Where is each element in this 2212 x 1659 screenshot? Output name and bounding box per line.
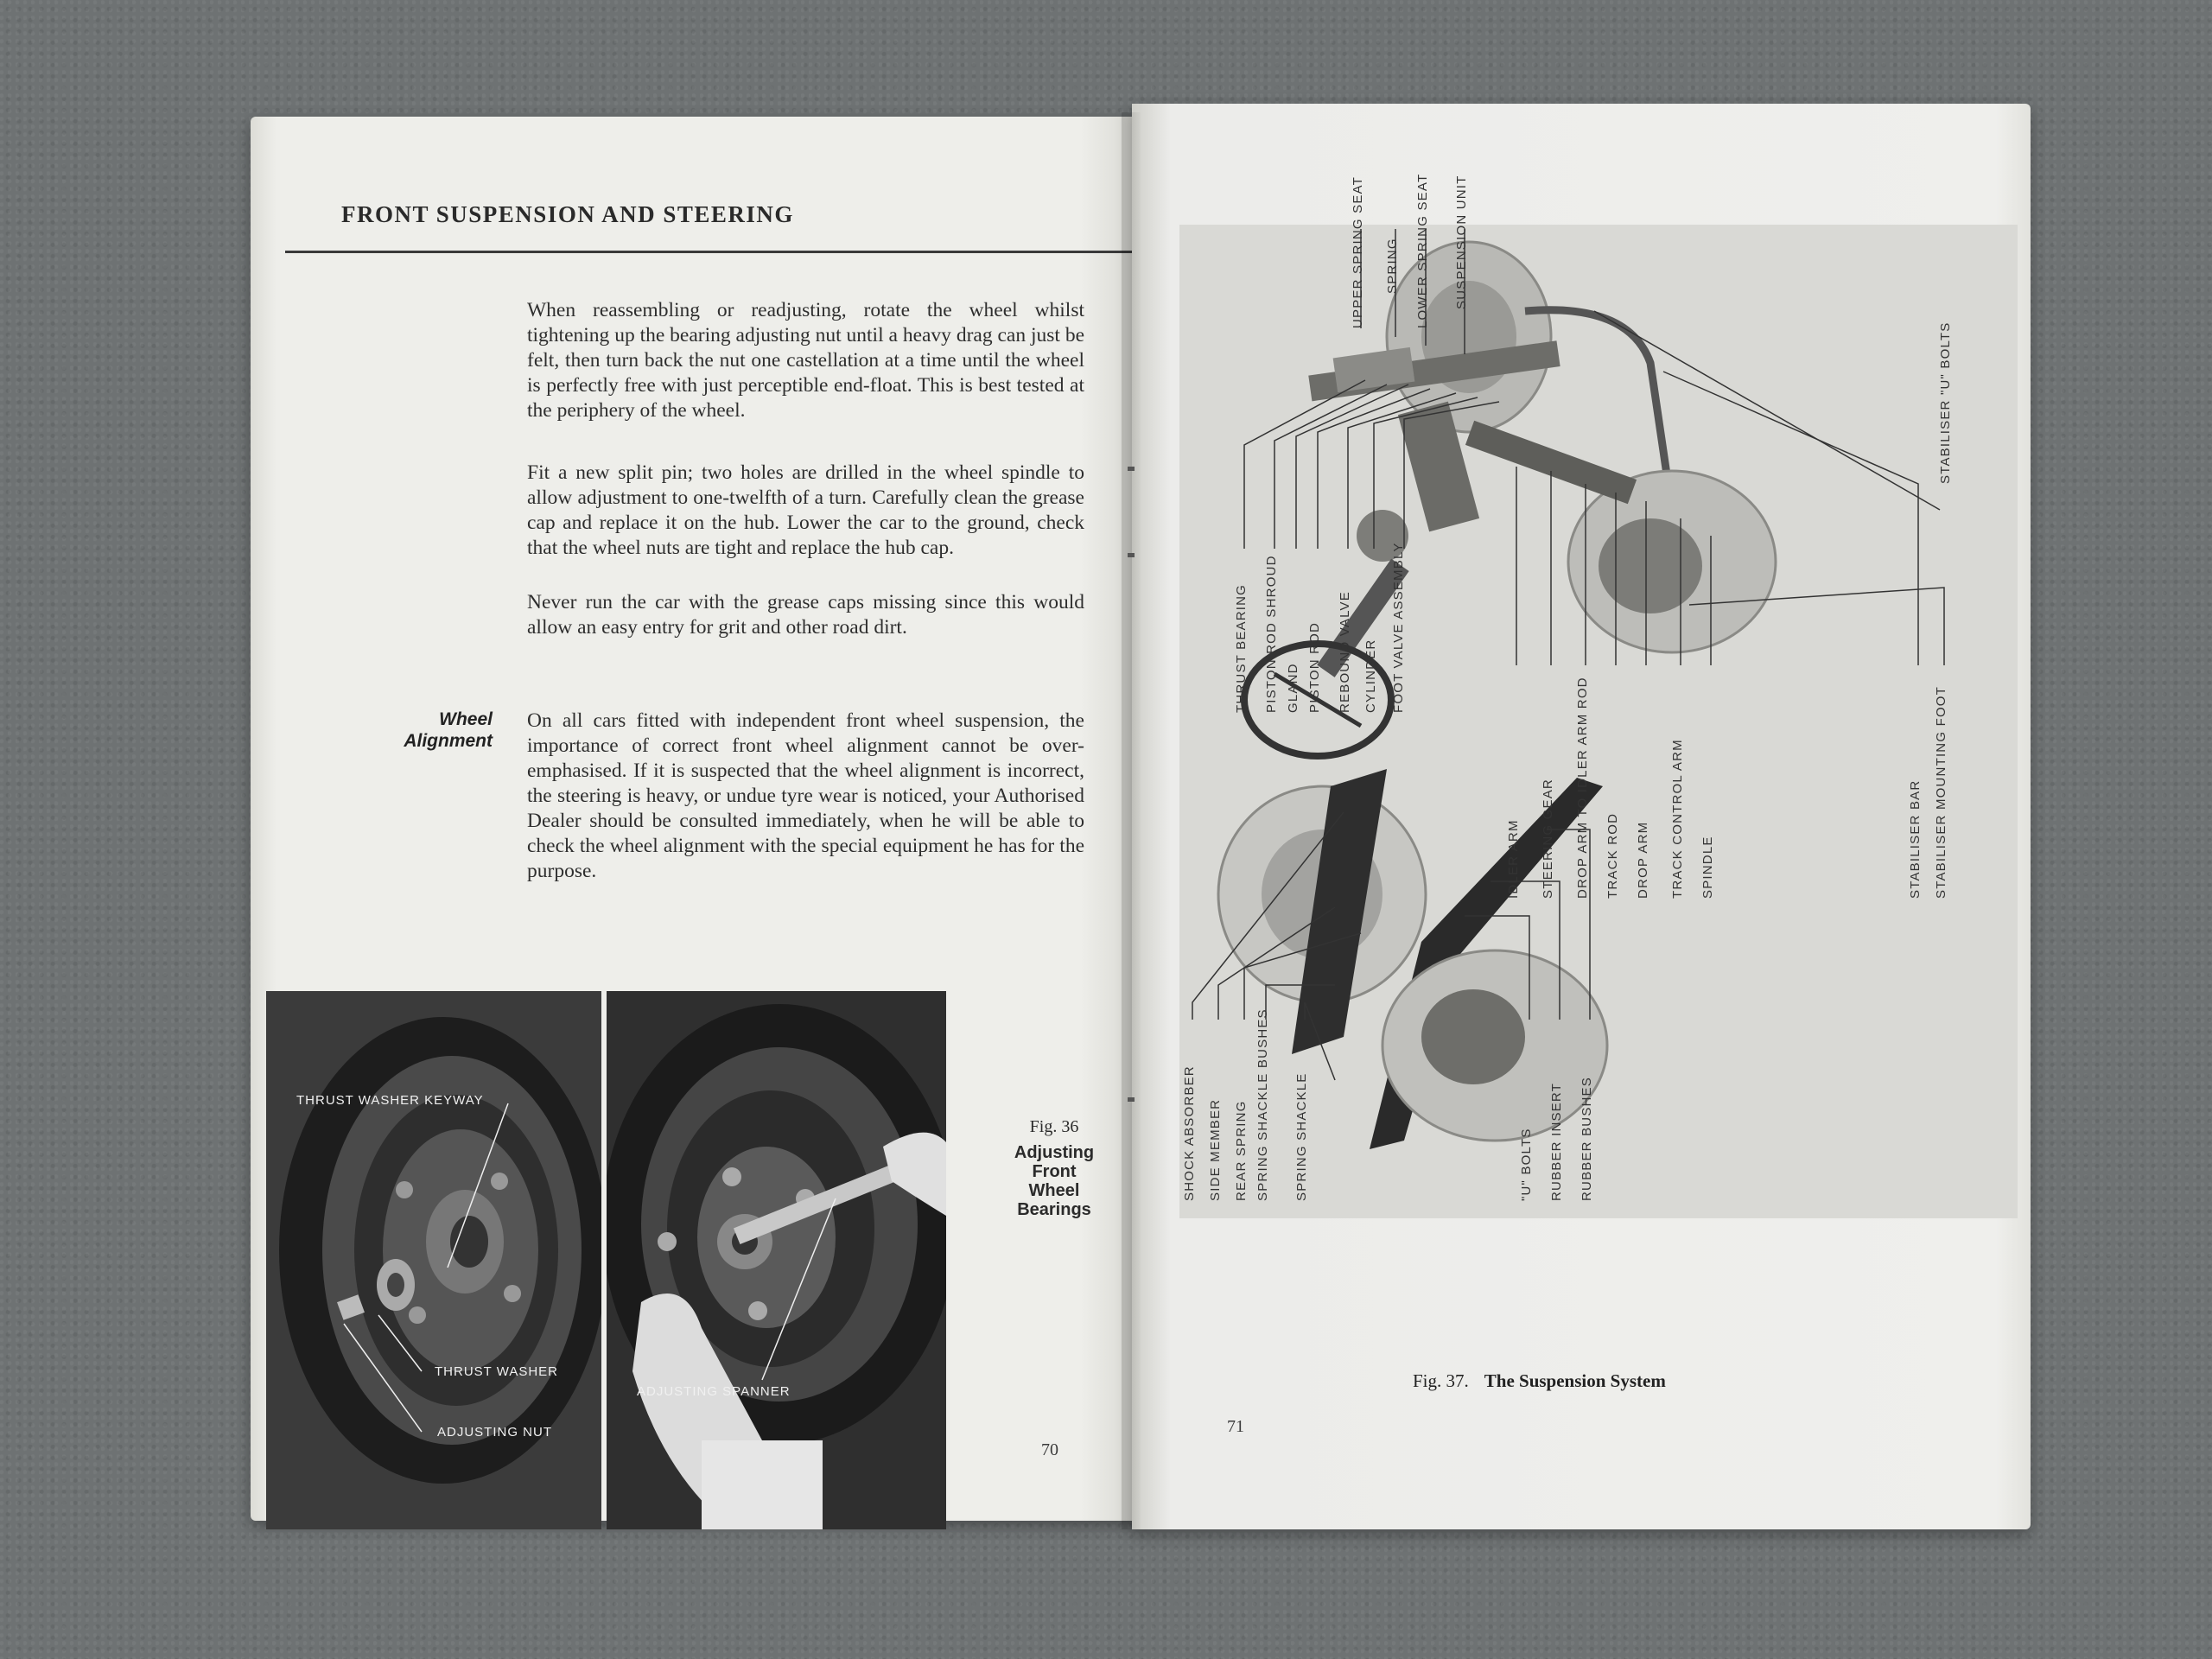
- page-number-right: 71: [1227, 1417, 1244, 1436]
- binding-staple: [1128, 467, 1135, 471]
- label-rebound-valve: REBOUND VALVE: [1338, 591, 1352, 713]
- label-adjusting-spanner: ADJUSTING SPANNER: [637, 1384, 791, 1399]
- figure-title-line: Front: [1032, 1162, 1077, 1181]
- figure-37-number: Fig. 37.: [1413, 1370, 1469, 1391]
- label-side-member: SIDE MEMBER: [1208, 1098, 1223, 1201]
- figure-36-number: Fig. 36: [1029, 1117, 1079, 1136]
- label-track-rod: TRACK ROD: [1605, 812, 1620, 899]
- head-rule: [285, 251, 1132, 253]
- label-piston-rod: PISTON ROD: [1307, 621, 1322, 713]
- label-thrust-washer: THRUST WASHER: [435, 1364, 559, 1379]
- figure-title-line: Adjusting: [1014, 1143, 1095, 1162]
- label-thrust-washer-keyway: THRUST WASHER KEYWAY: [296, 1093, 484, 1108]
- label-adjusting-nut: ADJUSTING NUT: [437, 1425, 552, 1440]
- label-suspension-unit: SUSPENSION UNIT: [1454, 175, 1469, 309]
- figure-36-title: [989, 1143, 1119, 1219]
- label-spring-shackle-bushes: SPRING SHACKLE BUSHES: [1255, 1008, 1270, 1201]
- paragraph-split-pin: Fit a new split pin; two holes are drilled in the wheel spindle to allow adjustment to one-twelfth of a turn. Carefully clean the grease cap and replace it on the hub. Lower the car to the ground, check that the wheel nuts are tight and replace the hub cap.: [527, 461, 1084, 559]
- label-thrust-bearing: THRUST BEARING: [1234, 583, 1249, 713]
- label-rubber-insert: RUBBER INSERT: [1549, 1082, 1564, 1201]
- label-idler-arm: IDLER ARM: [1506, 819, 1521, 899]
- binding-staple: [1128, 1097, 1135, 1102]
- label-stabiliser-u-bolts: STABILISER "U" BOLTS: [1938, 321, 1953, 484]
- photo-wheel-hub: [266, 991, 601, 1529]
- label-spring-shackle: SPRING SHACKLE: [1294, 1072, 1309, 1201]
- label-foot-valve-assembly: FOOT VALVE ASSEMBLY: [1391, 542, 1406, 713]
- wheel-hub-illustration: [266, 991, 601, 1529]
- label-stabiliser-bar: STABILISER BAR: [1908, 779, 1923, 899]
- book-gutter: [1122, 112, 1141, 1529]
- paragraph-reassembling: When reassembling or readjusting, rotate the wheel whilst tightening up the bearing adjusting nut until a heavy drag can just be felt, then turn back the nut one castellation at a time until the wheel is perfectly free with just perceptible end-float. This is best tested at the periphery of the wheel.: [527, 299, 1084, 422]
- label-rubber-bushes: RUBBER BUSHES: [1580, 1077, 1594, 1201]
- figure-37-title: The Suspension System: [1484, 1370, 1666, 1391]
- label-lower-spring-seat: LOWER SPRING SEAT: [1415, 173, 1430, 328]
- open-manual: [251, 104, 2031, 1538]
- label-drop-arm-to-idler-arm-rod: DROP ARM TO IDLER ARM ROD: [1575, 677, 1590, 899]
- binding-staple: [1128, 553, 1135, 557]
- label-rear-spring: REAR SPRING: [1234, 1100, 1249, 1201]
- page-number-left: 70: [1041, 1440, 1058, 1459]
- suspension-diagram: [1179, 173, 2018, 1218]
- figure-37-caption: [1413, 1370, 1666, 1392]
- spanner-illustration: [607, 991, 946, 1529]
- label-gland: GLAND: [1286, 663, 1300, 713]
- label-spindle: SPINDLE: [1700, 836, 1715, 899]
- label-drop-arm: DROP ARM: [1636, 821, 1650, 899]
- section-heading-line: Wheel: [439, 709, 493, 729]
- label-steering-gear: STEERING GEAR: [1541, 779, 1555, 899]
- label-stabiliser-mounting-foot: STABILISER MOUNTING FOOT: [1934, 685, 1948, 899]
- section-heading-wheel-alignment: [337, 709, 493, 752]
- label-upper-spring-seat: UPPER SPRING SEAT: [1351, 176, 1365, 328]
- photo-adjusting-spanner: [607, 991, 946, 1529]
- label-spring: SPRING: [1385, 238, 1400, 294]
- section-heading-line: Alignment: [404, 731, 493, 751]
- label-cylinder: CYLINDER: [1363, 639, 1378, 713]
- figure-title-line: Wheel: [1028, 1181, 1080, 1200]
- suspension-illustration: [1179, 225, 2018, 1218]
- paragraph-grease-caps: Never run the car with the grease caps missing since this would allow an easy entry for grit and other road dirt.: [527, 591, 1084, 639]
- label-u-bolts: "U" BOLTS: [1519, 1128, 1534, 1201]
- label-piston-rod-shroud: PISTON ROD SHROUD: [1264, 555, 1279, 713]
- label-track-control-arm: TRACK CONTROL ARM: [1670, 739, 1685, 899]
- label-shock-absorber: SHOCK ABSORBER: [1182, 1065, 1197, 1201]
- running-head: FRONT SUSPENSION AND STEERING: [341, 201, 794, 227]
- paragraph-wheel-alignment: On all cars fitted with independent front wheel suspension, the importance of correct front wheel alignment cannot be over-emphasised. If it is suspected that the wheel alignment is incorrect, the steering is heavy, or undue tyre wear is noticed, your Authorised Dealer should be consulted immediately, when he will be able to check the wheel alignment with the special equipment he has for the purpose.: [527, 709, 1084, 882]
- left-page: [251, 117, 1141, 1521]
- figure-title-line: Bearings: [1017, 1200, 1091, 1219]
